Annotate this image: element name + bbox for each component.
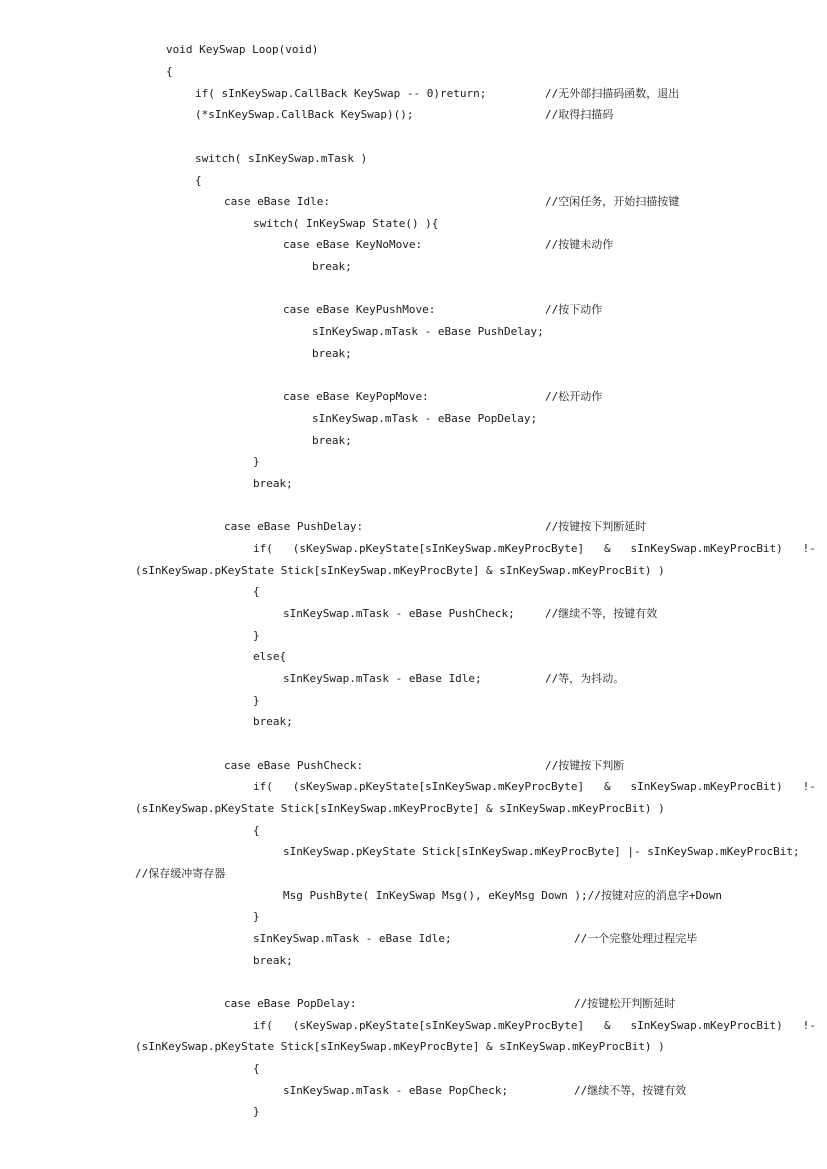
code-line: case eBase PopDelay: (224, 997, 357, 1010)
code-comment: //按键按下判断延时 (545, 520, 647, 533)
code-line: Msg PushByte( InKeySwap Msg(), eKeyMsg Down );//按键对应的消息字+Down (283, 889, 722, 902)
code-line: } (253, 1105, 260, 1118)
code-comment: //空闲任务，开始扫描按键 (545, 195, 680, 208)
code-comment: //继续不等，按键有效 (574, 1084, 687, 1097)
code-line: sInKeySwap.mTask - eBase Idle; (283, 672, 482, 685)
code-line: { (253, 585, 260, 598)
code-line: break; (253, 715, 293, 728)
code-line: if( (sKeySwap.pKeyState[sInKeySwap.mKeyProcByte] & sInKeySwap.mKeyProcBit) !- (253, 780, 816, 793)
code-line: case eBase KeyPopMove: (283, 390, 429, 403)
code-line: (sInKeySwap.pKeyState Stick[sInKeySwap.mKeyProcByte] & sInKeySwap.mKeyProcBit) ) (135, 1040, 665, 1053)
code-line: switch( InKeySwap State() ){ (253, 217, 439, 230)
code-comment: //按键未动作 (545, 238, 614, 251)
code-line: break; (253, 477, 293, 490)
code-line: { (166, 65, 173, 78)
code-comment: //取得扫描码 (545, 108, 614, 121)
code-line: (sInKeySwap.pKeyState Stick[sInKeySwap.mKeyProcByte] & sInKeySwap.mKeyProcBit) ) (135, 802, 665, 815)
code-line: if( sInKeySwap.CallBack KeySwap -- 0)return; (195, 87, 487, 100)
code-line: (sInKeySwap.pKeyState Stick[sInKeySwap.mKeyProcByte] & sInKeySwap.mKeyProcBit) ) (135, 564, 665, 577)
code-line: sInKeySwap.mTask - eBase PushCheck; (283, 607, 515, 620)
code-line: } (253, 455, 260, 468)
code-comment: //继续不等，按键有效 (545, 607, 658, 620)
code-line: break; (312, 434, 352, 447)
code-line: } (253, 910, 260, 923)
code-line: break; (312, 347, 352, 360)
code-line: case eBase KeyNoMove: (283, 238, 423, 251)
code-line: sInKeySwap.mTask - eBase PopDelay; (312, 412, 538, 425)
code-line: case eBase PushCheck: (224, 759, 364, 772)
code-line: case eBase KeyPushMove: (283, 303, 436, 316)
code-line: sInKeySwap.pKeyState Stick[sInKeySwap.mKeyProcByte] |- sInKeySwap.mKeyProcBit; (283, 845, 800, 858)
code-line: { (195, 174, 202, 187)
code-line: sInKeySwap.mTask - eBase PopCheck; (283, 1084, 509, 1097)
code-comment: //按下动作 (545, 303, 603, 316)
code-line: } (253, 629, 260, 642)
code-line: switch( sInKeySwap.mTask ) (195, 152, 368, 165)
code-line: (*sInKeySwap.CallBack KeySwap)(); (195, 108, 414, 121)
code-comment: //一个完整处理过程完毕 (574, 932, 698, 945)
code-comment: //按键按下判断 (545, 759, 625, 772)
code-line: sInKeySwap.mTask - eBase Idle; (253, 932, 452, 945)
code-line: break; (253, 954, 293, 967)
code-line: else{ (253, 650, 287, 663)
code-comment: //等，为抖动。 (545, 672, 625, 685)
code-line: sInKeySwap.mTask - eBase PushDelay; (312, 325, 544, 338)
code-line: void KeySwap Loop(void) (166, 43, 319, 56)
code-comment: //无外部扫描码函数，退出 (545, 87, 680, 100)
code-line: break; (312, 260, 352, 273)
code-line: case eBase Idle: (224, 195, 330, 208)
code-line: { (253, 1062, 260, 1075)
code-line: //保存缓冲寄存器 (135, 867, 226, 880)
code-comment: //按键松开判断延时 (574, 997, 676, 1010)
code-line: { (253, 824, 260, 837)
code-line: if( (sKeySwap.pKeyState[sInKeySwap.mKeyProcByte] & sInKeySwap.mKeyProcBit) !- (253, 542, 816, 555)
code-comment: //松开动作 (545, 390, 603, 403)
code-line: } (253, 694, 260, 707)
code-line: case eBase PushDelay: (224, 520, 364, 533)
code-line: if( (sKeySwap.pKeyState[sInKeySwap.mKeyProcByte] & sInKeySwap.mKeyProcBit) !- (253, 1019, 816, 1032)
